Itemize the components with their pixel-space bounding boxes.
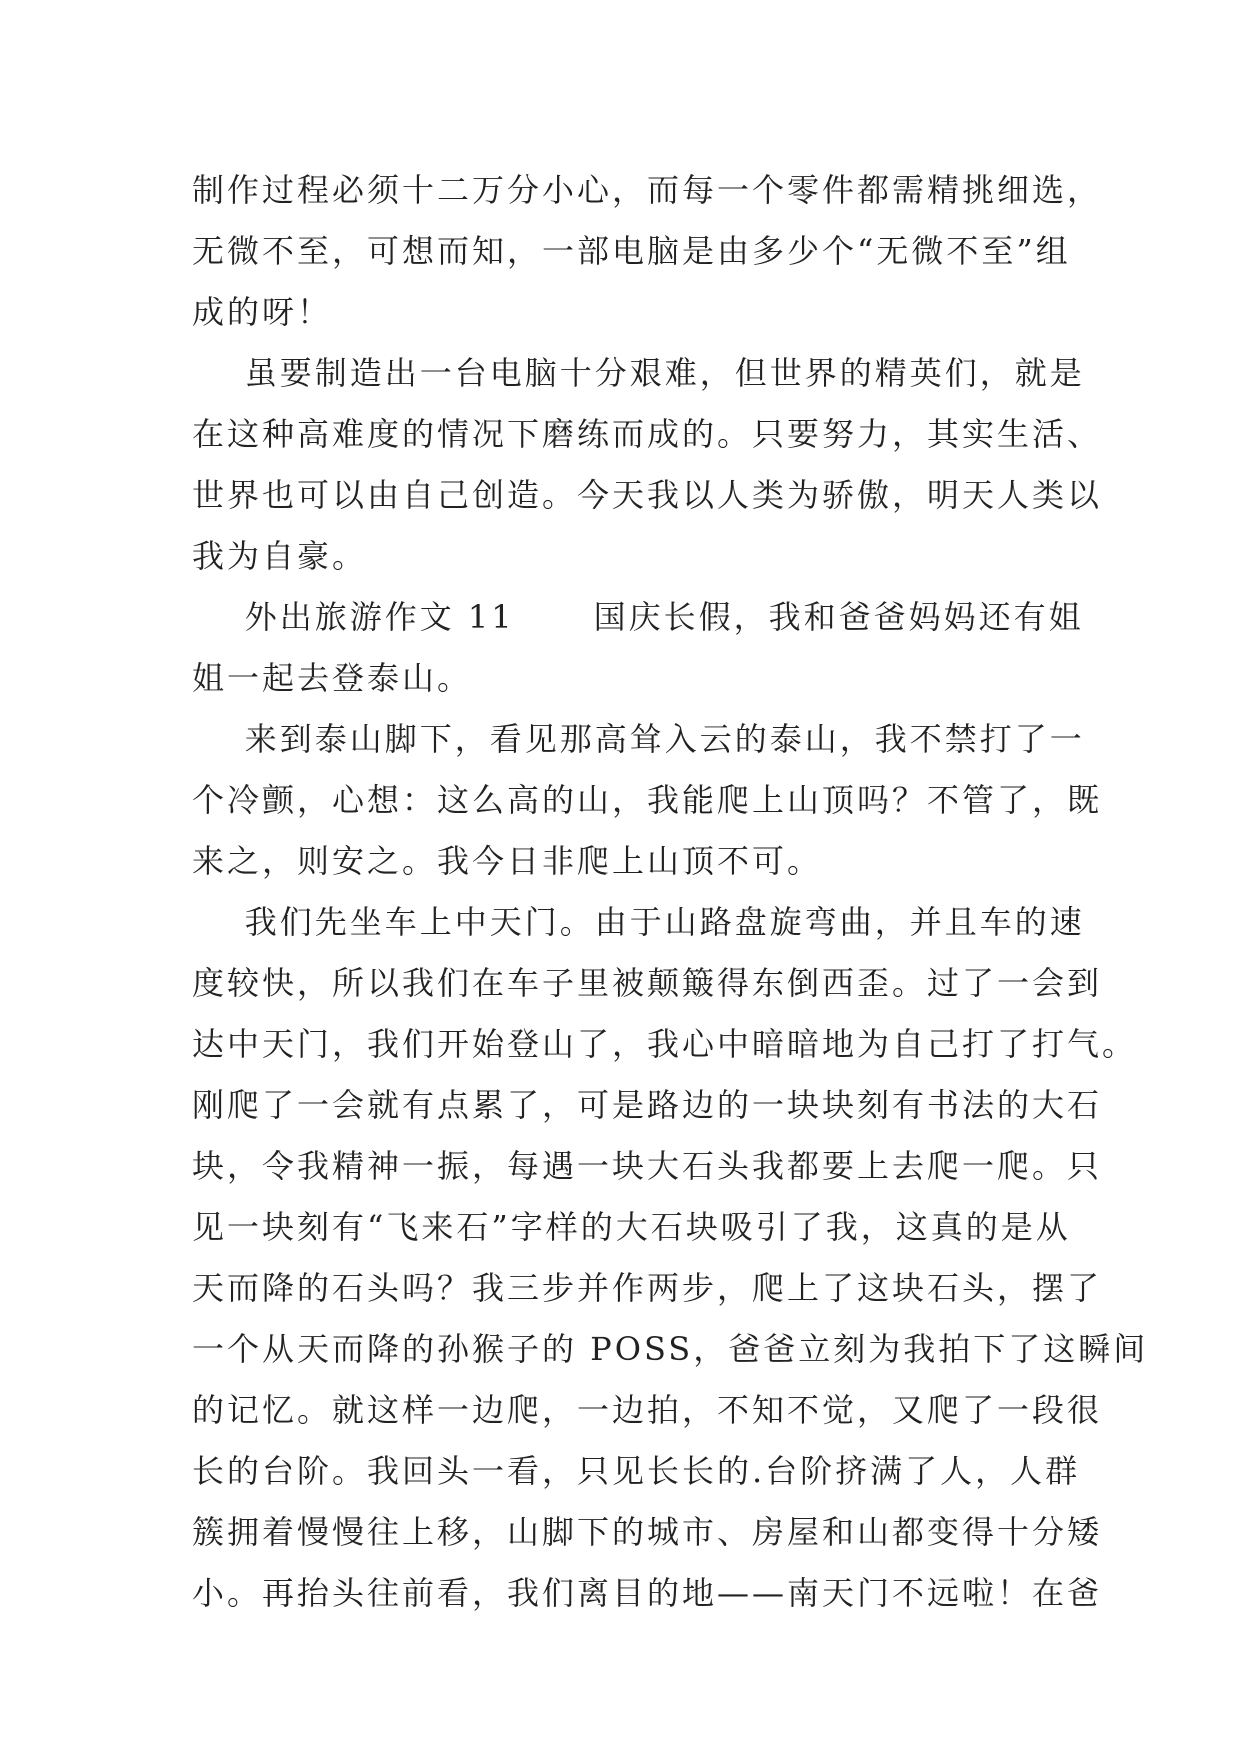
text-line: 成的呀！ xyxy=(192,293,333,331)
text-line: 小。再抬头往前看，我们离目的地——南天门不远啦！在爸 xyxy=(192,1574,1103,1612)
text-line: 簇拥着慢慢往上移，山脚下的城市、房屋和山都变得十分矮 xyxy=(192,1513,1103,1551)
text-line: 的记忆。就这样一边爬，一边拍，不知不觉，又爬了一段很 xyxy=(192,1391,1103,1429)
text-line: 天而降的石头吗？我三步并作两步，爬上了这块石头，摆了 xyxy=(192,1269,1103,1307)
text-line: 制作过程必须十二万分小心，而每一个零件都需精挑细选， xyxy=(192,171,1103,209)
text-line: 世界也可以由自己创造。今天我以人类为骄傲，明天人类以 xyxy=(192,476,1103,514)
text-line: 在这种高难度的情况下磨练而成的。只要努力，其实生活、 xyxy=(192,415,1103,453)
text-line: 度较快，所以我们在车子里被颠簸得东倒西歪。过了一会到 xyxy=(192,964,1103,1002)
text-line: 无微不至，可想而知，一部电脑是由多少个“无微不至”组 xyxy=(192,232,1071,270)
text-line: 刚爬了一会就有点累了，可是路边的一块块刻有书法的大石 xyxy=(192,1086,1103,1124)
text-line: 个冷颤，心想：这么高的山，我能爬上山顶吗？不管了，既 xyxy=(192,781,1103,819)
text-line: 姐一起去登泰山。 xyxy=(192,659,473,697)
text-line: 我为自豪。 xyxy=(192,537,368,575)
text-line: 长的台阶。我回头一看，只见长长的.台阶挤满了人，人群 xyxy=(192,1452,1081,1490)
text-line: 来到泰山脚下，看见那高耸入云的泰山，我不禁打了一 xyxy=(192,720,1085,758)
text-line: 我们先坐车上中天门。由于山路盘旋弯曲，并且车的速 xyxy=(192,903,1085,941)
text-line: 来之，则安之。我今日非爬上山顶不可。 xyxy=(192,842,823,880)
document-body xyxy=(192,160,1149,1624)
text-line: 块，令我精神一振，每遇一块大石头我都要上去爬一爬。只 xyxy=(192,1147,1103,1185)
essay-heading-line: 外出旅游作文 11 国庆长假，我和爸爸妈妈还有姐 xyxy=(192,598,1084,636)
text-line: 虽要制造出一台电脑十分艰难，但世界的精英们，就是 xyxy=(192,354,1085,392)
text-line: 达中天门，我们开始登山了，我心中暗暗地为自己打了打气。 xyxy=(192,1025,1138,1063)
text-line: 一个从天而降的孙猴子的 POSS，爸爸立刻为我拍下了这瞬间 xyxy=(192,1330,1149,1368)
text-line: 见一块刻有“飞来石”字样的大石块吸引了我，这真的是从 xyxy=(192,1208,1071,1246)
